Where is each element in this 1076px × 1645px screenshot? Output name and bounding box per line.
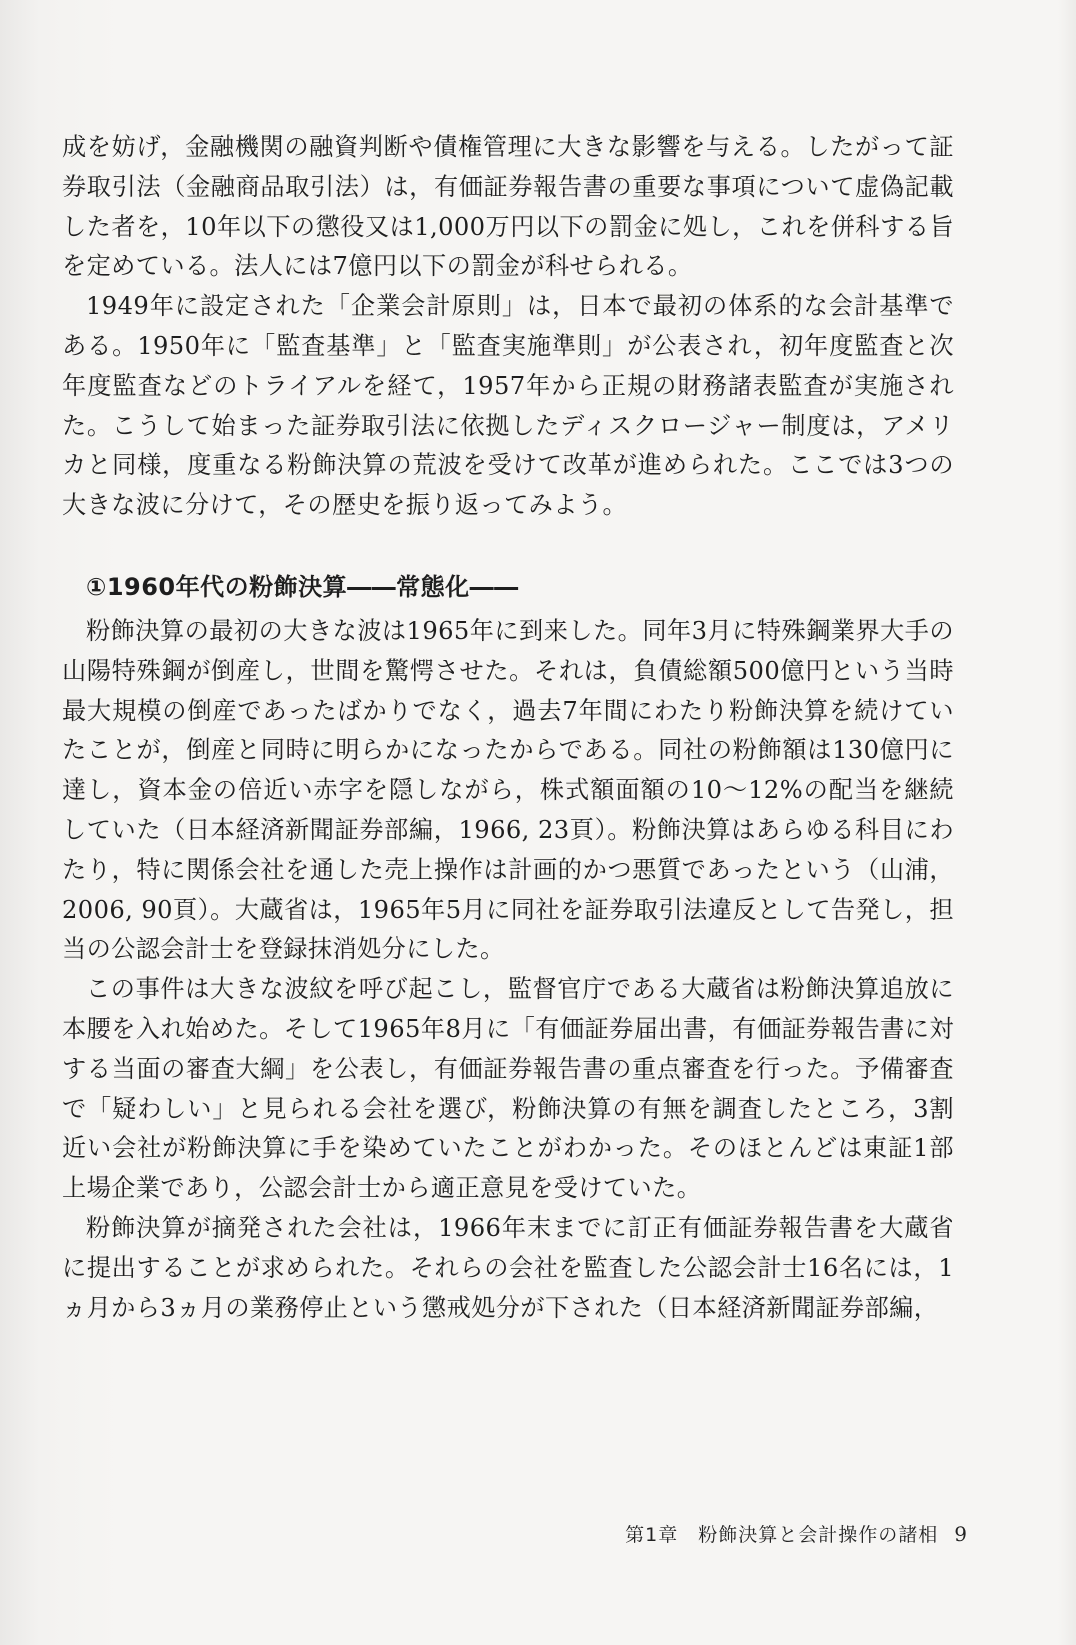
paragraph-accounting-principles: 1949年に設定された「企業会計原則」は，日本で最初の体系的な会計基準である。1950年に「監査基準」と「監査実施準則」が公表され，初年度監査と次年度監査などのトライアルを経て，1957年から正規の財務諸表監査が実施された。こうして始まった証券取引法に依拠したディスクロージャー制度は，アメリカと同様，度重なる粉飾決算の荒波を受けて改革が進められた。ここでは3つの大きな波に分けて，その歴史を振り返ってみよう。: [62, 292, 954, 520]
body-text: [62, 128, 954, 1328]
section-spacer: [62, 526, 954, 570]
section-heading: ①1960年代の粉飾決算――常態化――: [86, 572, 519, 601]
running-head: 第1章 粉飾決算と会計操作の諸相: [625, 1524, 939, 1546]
paragraph-mof-review: この事件は大きな波紋を呼び起こし，監督官庁である大蔵省は粉飾決算追放に本腰を入れ始めた。そして1965年8月に「有価証券届出書，有価証券報告書に対する当面の審査大綱」を公表し，有価証券報告書の重点審査を行った。予備審査で「疑わしい」と見られる会社を選び，粉飾決算の有無を調査したところ，3割近い会社が粉飾決算に手を染めていたことがわかった。そのほとんどは東証1部上場企業であり，公認会計士から適正意見を受けていた。: [62, 975, 954, 1203]
page-number: 9: [954, 1522, 968, 1546]
paragraph-disciplinary-action: 粉飾決算が摘発された会社は，1966年末までに訂正有価証券報告書を大蔵省に提出することが求められた。それらの会社を監査した公認会計士16名には，1ヵ月から3ヵ月の業務停止という懲戒処分が下された（日本経済新聞証券部編，: [62, 1213, 954, 1322]
paragraph-continued: 成を妨げ，金融機関の融資判断や債権管理に大きな影響を与える。したがって証券取引法（金融商品取引法）は，有価証券報告書の重要な事項について虚偽記載した者を，10年以下の懲役又は1,000万円以下の罰金に処し，これを併科する旨を定めている。法人には7億円以下の罰金が科せられる。: [62, 133, 954, 281]
page-footer: [625, 1520, 968, 1547]
page-edge-shadow: [1058, 0, 1076, 1645]
paragraph-sanyo-special-steel: 粉飾決算の最初の大きな波は1965年に到来した。同年3月に特殊鋼業界大手の山陽特殊鋼が倒産し，世間を驚愕させた。それは，負債総額500億円という当時最大規模の倒産であったばかりでなく，過去7年間にわたり粉飾決算を続けていたことが，倒産と同時に明らかになったからである。同社の粉飾額は130億円に達し，資本金の倍近い赤字を隠しながら，株式額面額の10～12%の配当を継続していた（日本経済新聞証券部編，1966, 23頁）。粉飾決算はあらゆる科目にわたり，特に関係会社を通した売上操作は計画的かつ悪質であったという（山浦，2006, 90頁）。大蔵省は，1965年5月に同社を証券取引法違反として告発し，担当の公認会計士を登録抹消処分にした。: [62, 616, 954, 964]
